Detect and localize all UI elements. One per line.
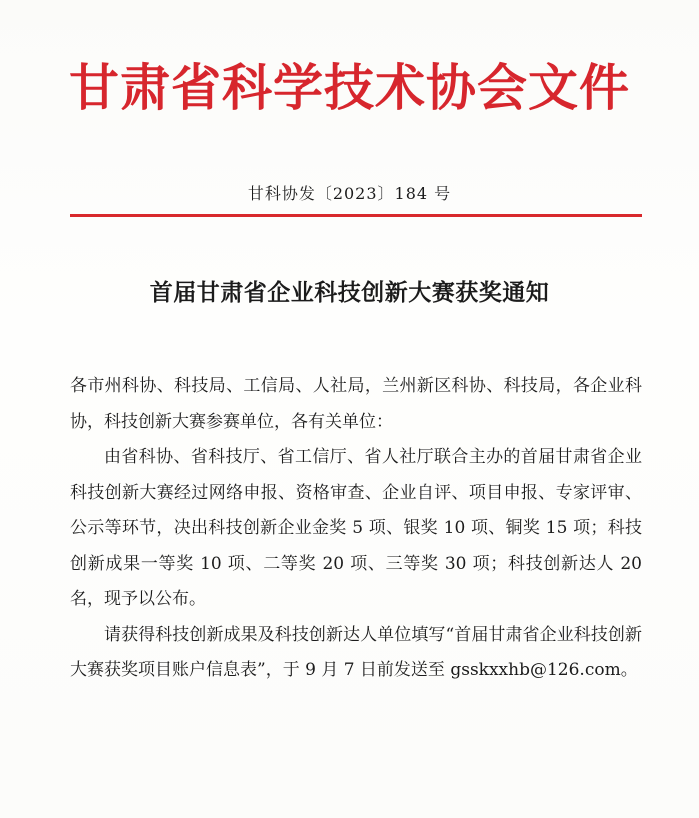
document-header-title: 甘肃省科学技术协会文件 — [69, 59, 630, 117]
body-paragraph-1: 由省科协、省科技厅、省工信厅、省人社厅联合主办的首届甘肃省企业科技创新大赛经过网络申报、资格审查、企业自评、项目申报、专家评审、公示等环节，决出科技创新企业金奖 5 项、银奖 10 项、铜奖 15 项；科技创新成果一等奖 10 项、二等奖 20 项、三等奖 30 项；科技创新达人 20 名，现予以公布。 — [70, 447, 642, 609]
body-paragraph-2: 请获得科技创新成果及科技创新达人单位填写“首届甘肃省企业科技创新大赛获奖项目账户信息表”，于 9 月 7 日前发送至 gsskxxhb@126.com。 — [70, 624, 642, 680]
document-number: 甘科协发〔2023〕184 号 — [247, 184, 452, 203]
addressee-paragraph: 各市州科协、科技局、工信局、人社局，兰州新区科协、科技局，各企业科协，科技创新大赛参赛单位，各有关单位： — [70, 376, 642, 432]
document-body — [70, 369, 642, 689]
notice-title: 首届甘肃省企业科技创新大赛获奖通知 — [149, 280, 550, 306]
header-divider-line — [70, 214, 642, 217]
